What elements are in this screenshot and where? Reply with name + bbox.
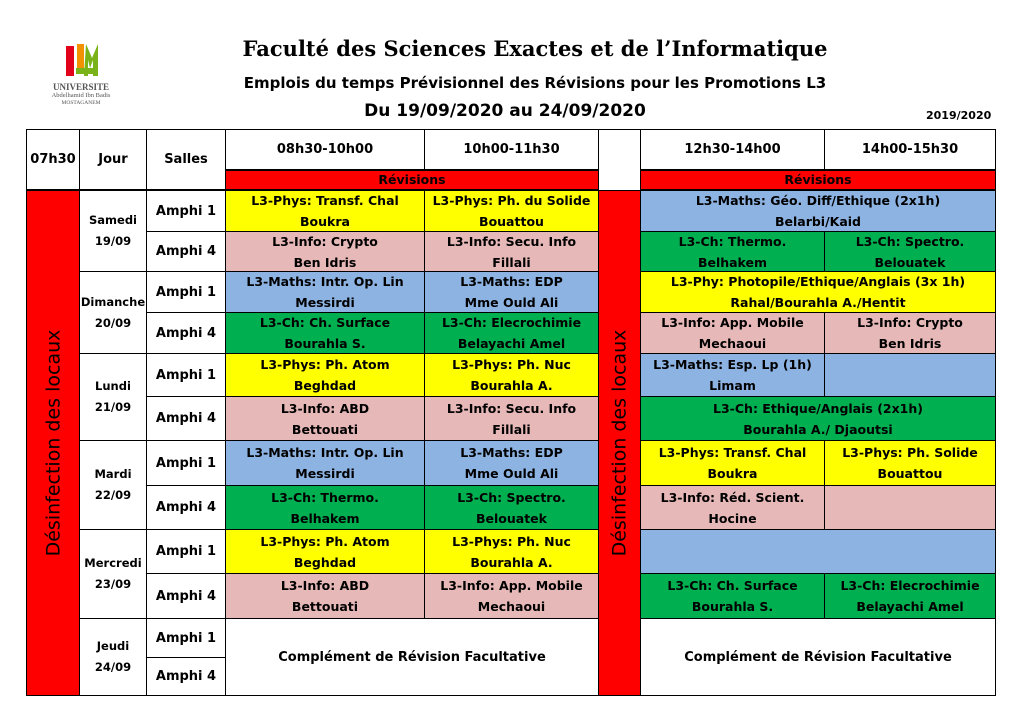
session-lun-a4-s2: L3-Info: Secu. Info Fillali bbox=[424, 396, 599, 441]
disinfection-band-left bbox=[26, 190, 80, 696]
day-name: Lundi bbox=[95, 379, 131, 393]
logo-line-2: Abdelhamid Ibn Badis bbox=[51, 92, 111, 99]
session-lun-a4-s1: L3-Info: ABD Bettouati bbox=[225, 396, 425, 441]
day-name: Mardi bbox=[94, 467, 132, 481]
faculty-title: Faculté des Sciences Exactes et de l’Informatique bbox=[242, 36, 828, 61]
slot-header-2: 10h00-11h30 bbox=[424, 129, 599, 170]
day-jeudi bbox=[79, 618, 147, 696]
day-header: Jour bbox=[79, 129, 147, 190]
session-mer-a4-s2: L3-Info: App. Mobile Mechaoui bbox=[424, 573, 599, 619]
session-dim-a1-pm: L3-Phy: Photopile/Ethique/Anglais (3x 1h) Rahal/Bourahla A./Hentit bbox=[640, 271, 996, 313]
revisions-banner-pm: Révisions bbox=[640, 170, 996, 190]
session-mar-a4-s3: L3-Info: Réd. Scient. Hocine bbox=[640, 485, 825, 530]
session-mar-a4-s1: L3-Ch: Thermo. Belhakem bbox=[225, 485, 425, 530]
complement-pm: Complément de Révision Facultative bbox=[640, 618, 996, 696]
session-sam-a4-s1: L3-Info: Crypto Ben Idris bbox=[225, 231, 425, 272]
day-date: 20/09 bbox=[94, 315, 132, 330]
slot-header-3: 12h30-14h00 bbox=[640, 129, 825, 170]
revisions-banner-am: Révisions bbox=[225, 170, 599, 190]
session-mar-a1-s2: L3-Maths: EDP Mme Ould Ali bbox=[424, 440, 599, 486]
day-date: 19/09 bbox=[94, 234, 132, 248]
session-mar-a1-s4: L3-Phys: Ph. Solide Bouattou bbox=[824, 440, 996, 486]
room-amphi1: Amphi 1 bbox=[146, 529, 226, 574]
day-name: Mercredi bbox=[84, 556, 142, 570]
session-dim-a4-s2: L3-Ch: Elecrochimie Belayachi Amel bbox=[424, 312, 599, 354]
day-name: Dimanche bbox=[80, 294, 146, 309]
session-dim-a4-s3: L3-Info: App. Mobile Mechaoui bbox=[640, 312, 825, 354]
day-lundi bbox=[79, 353, 147, 441]
disinfection-band-right bbox=[598, 190, 641, 696]
session-mer-a1-s1: L3-Phys: Ph. Atom Beghdad bbox=[225, 529, 425, 574]
room-amphi1: Amphi 1 bbox=[146, 271, 226, 313]
session-dim-a4-s1: L3-Ch: Ch. Surface Bourahla S. bbox=[225, 312, 425, 354]
room-amphi4: Amphi 4 bbox=[146, 396, 226, 441]
day-mardi bbox=[79, 440, 147, 530]
break-header bbox=[598, 129, 641, 190]
session-dim-a4-s4: L3-Info: Crypto Ben Idris bbox=[824, 312, 996, 354]
room-amphi1: Amphi 1 bbox=[146, 190, 226, 232]
session-mar-a1-s3: L3-Phys: Transf. Chal Boukra bbox=[640, 440, 825, 486]
session-mer-a4-s4: L3-Ch: Elecrochimie Belayachi Amel bbox=[824, 573, 996, 619]
disinfection-label-right: Désinfection des locaux bbox=[608, 329, 631, 557]
room-amphi1: Amphi 1 bbox=[146, 618, 226, 658]
day-date: 23/09 bbox=[94, 577, 132, 591]
date-range: Du 19/09/2020 au 24/09/2020 bbox=[364, 101, 646, 121]
session-mar-a1-s1: L3-Maths: Intr. Op. Lin Messirdi bbox=[225, 440, 425, 486]
session-mer-a4-s1: L3-Info: ABD Bettouati bbox=[225, 573, 425, 619]
session-mer-a1-s2: L3-Phys: Ph. Nuc Bourahla A. bbox=[424, 529, 599, 574]
empty-cell bbox=[824, 485, 996, 530]
room-amphi4: Amphi 4 bbox=[146, 573, 226, 619]
session-lun-a1-s2: L3-Phys: Ph. Nuc Bourahla A. bbox=[424, 353, 599, 397]
disinfection-label-left: Désinfection des locaux bbox=[42, 329, 64, 557]
schedule-subtitle: Emplois du temps Prévisionnel des Révisions pour les Promotions L3 bbox=[243, 74, 827, 92]
session-lun-a1-s3: L3-Maths: Esp. Lp (1h) Limam bbox=[640, 353, 825, 397]
room-amphi4: Amphi 4 bbox=[146, 312, 226, 354]
day-name: Samedi bbox=[89, 213, 137, 227]
time-header: 07h30 bbox=[26, 129, 80, 190]
slot-header-1: 08h30-10h00 bbox=[225, 129, 425, 170]
day-samedi bbox=[79, 190, 147, 272]
session-mer-a4-s3: L3-Ch: Ch. Surface Bourahla S. bbox=[640, 573, 825, 619]
day-mercredi bbox=[79, 529, 147, 619]
logo-line-3: MOSTAGANEM bbox=[61, 100, 101, 106]
room-amphi1: Amphi 1 bbox=[146, 353, 226, 397]
session-sam-a4-s4: L3-Ch: Spectro. Belouatek bbox=[824, 231, 996, 272]
day-date: 21/09 bbox=[94, 400, 132, 414]
session-sam-a1-s2: L3-Phys: Ph. du Solide Bouattou bbox=[424, 190, 599, 232]
day-name: Jeudi bbox=[96, 639, 130, 653]
academic-year: 2019/2020 bbox=[926, 109, 992, 122]
room-amphi4: Amphi 4 bbox=[146, 485, 226, 530]
room-amphi1: Amphi 1 bbox=[146, 440, 226, 486]
empty-cell bbox=[824, 353, 996, 397]
session-sam-a4-s3: L3-Ch: Thermo. Belhakem bbox=[640, 231, 825, 272]
session-mar-a4-s2: L3-Ch: Spectro. Belouatek bbox=[424, 485, 599, 530]
day-dimanche bbox=[79, 271, 147, 354]
empty-cell bbox=[640, 529, 996, 574]
session-lun-a4-pm: L3-Ch: Ethique/Anglais (2x1h) Bourahla A./ Djaoutsi bbox=[640, 396, 996, 441]
complement-am: Complément de Révision Facultative bbox=[225, 618, 599, 696]
day-date: 24/09 bbox=[94, 660, 132, 674]
slot-header-4: 14h00-15h30 bbox=[824, 129, 996, 170]
session-lun-a1-s1: L3-Phys: Ph. Atom Beghdad bbox=[225, 353, 425, 397]
session-dim-a1-s1: L3-Maths: Intr. Op. Lin Messirdi bbox=[225, 271, 425, 313]
room-amphi4: Amphi 4 bbox=[146, 657, 226, 696]
session-sam-a1-s1: L3-Phys: Transf. Chal Boukra bbox=[225, 190, 425, 232]
session-sam-a1-pm: L3-Maths: Géo. Diff/Ethique (2x1h) Belarbi/Kaid bbox=[640, 190, 996, 232]
logo-line-1: UNIVERSITE bbox=[52, 82, 110, 92]
session-dim-a1-s2: L3-Maths: EDP Mme Ould Ali bbox=[424, 271, 599, 313]
room-header: Salles bbox=[146, 129, 226, 190]
day-date: 22/09 bbox=[94, 488, 132, 502]
session-sam-a4-s2: L3-Info: Secu. Info Fillali bbox=[424, 231, 599, 272]
room-amphi4: Amphi 4 bbox=[146, 231, 226, 272]
